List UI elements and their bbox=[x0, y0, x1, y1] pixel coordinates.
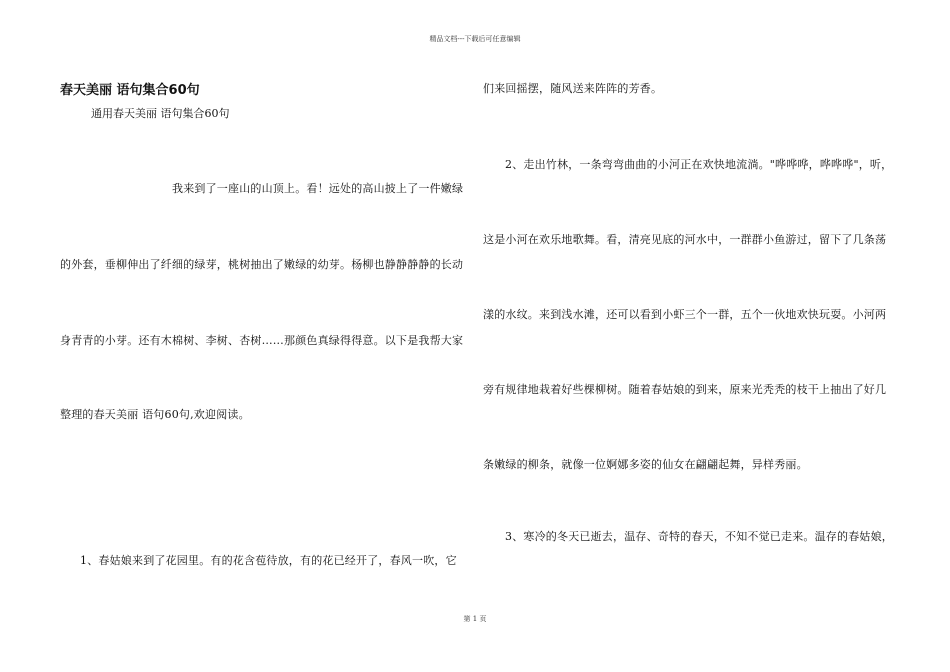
left-line-1: 我来到了一座山的山顶上。看！远处的高山披上了一件嫩绿 bbox=[172, 182, 464, 195]
right-line-3: 这是小河在欢乐地歌舞。看，清亮见底的河水中，一群群小鱼游过，留下了几条荡 bbox=[483, 233, 887, 246]
page-footer: 第 1 页 bbox=[463, 615, 487, 623]
right-line-5: 旁有规律地栽着好些棵柳树。随着春姑娘的到来，原来光秃秃的枝干上抽出了好几 bbox=[483, 383, 887, 396]
right-line-7: 3、寒冷的冬天已逝去，温存、奇特的春天，不知不觉已走来。温存的春姑娘， bbox=[505, 530, 893, 543]
right-line-4: 漾的水纹。来到浅水滩，还可以看到小虾三个一群，五个一伙地欢快玩耍。小河两 bbox=[483, 308, 887, 321]
document-subtitle: 通用春天美丽 语句集合60句 bbox=[91, 107, 230, 120]
left-line-3: 身青青的小芽。还有木棉树、李树、杏树……那颜色真绿得得意。以下是我帮大家 bbox=[60, 334, 464, 347]
left-line-4: 整理的春天美丽 语句60句,欢迎阅读。 bbox=[60, 408, 250, 421]
right-line-2: 2、走出竹林，一条弯弯曲曲的小河正在欢快地流淌。"哗哗哗，哗哗哗"，听， bbox=[505, 158, 893, 171]
left-line-2: 的外套，垂柳伸出了纤细的绿芽，桃树抽出了嫩绿的幼芽。杨柳也静静静静的长动 bbox=[60, 258, 464, 271]
right-line-6: 条嫩绿的柳条，就像一位婀娜多姿的仙女在翩翩起舞，异样秀丽。 bbox=[483, 458, 808, 471]
left-line-5: 1、春姑娘来到了花园里。有的花含苞待放，有的花已经开了，春风一吹，它 bbox=[80, 554, 457, 567]
page-header: 精品文档---下载后可任意编辑 bbox=[429, 35, 521, 43]
right-line-1: 们来回摇摆，随风送来阵阵的芳香。 bbox=[483, 82, 663, 95]
document-title: 春天美丽 语句集合60句 bbox=[60, 83, 200, 98]
